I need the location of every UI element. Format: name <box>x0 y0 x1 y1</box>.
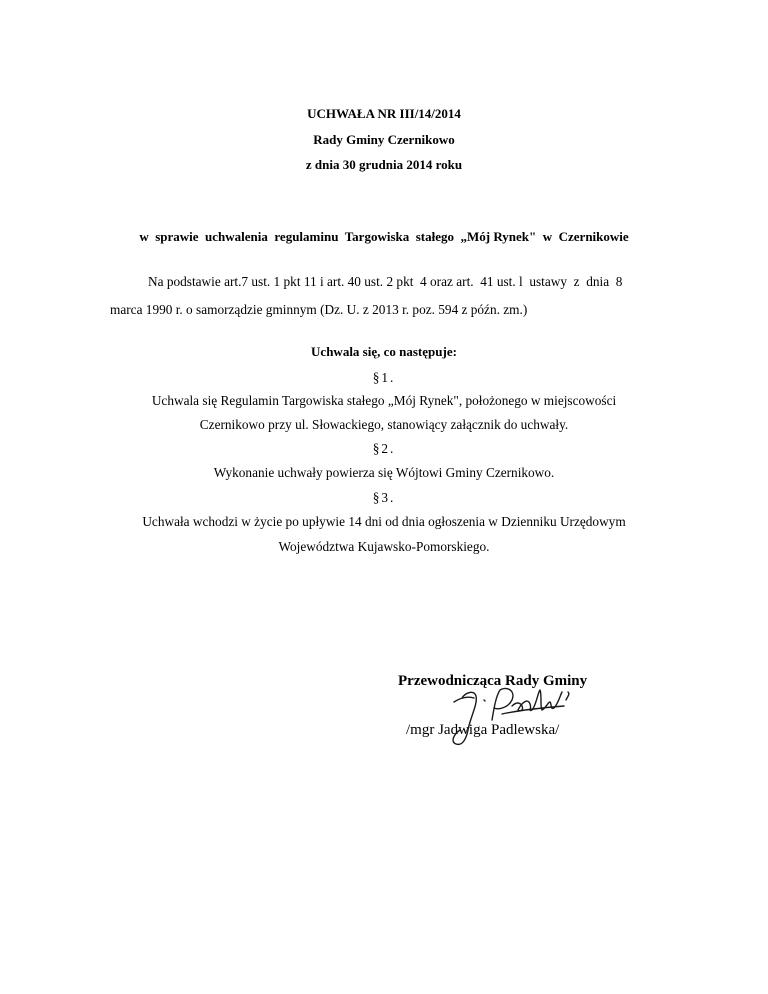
resolution-title: UCHWAŁA NR III/14/2014 <box>307 106 461 121</box>
resolution-date: z dnia 30 grudnia 2014 roku <box>305 157 463 172</box>
section-3-text-line-1: Uchwała wchodzi w życie po upływie 14 dni od dnia ogłoszenia w Dzienniku Urzędowym <box>142 514 626 529</box>
section-1-text-line-2: Czernikowo przy ul. Słowackiego, stanowiący załącznik do uchwały. <box>199 417 569 432</box>
legal-basis-line-2: marca 1990 r. o samorządzie gminnym (Dz. U. z 2013 r. poz. 594 z późn. zm.) <box>110 302 528 317</box>
resolution-subject: w sprawie uchwalenia regulaminu Targowiska stałego „Mój Rynek" w Czernikowie <box>139 229 629 244</box>
handwritten-signature-icon <box>440 680 580 750</box>
section-2-text-line-1: Wykonanie uchwały powierza się Wójtowi Gminy Czernikowo. <box>213 465 555 480</box>
resolution-issuer: Rady Gminy Czernikowo <box>313 132 455 147</box>
resolves-heading: Uchwala się, co następuje: <box>311 344 457 359</box>
section-1-text-line-1: Uchwala się Regulamin Targowiska stałego „Mój Rynek", położonego w miejscowości <box>151 393 617 408</box>
section-3-text-line-2: Województwa Kujawsko-Pomorskiego. <box>278 539 490 554</box>
legal-basis-line-1: Na podstawie art.7 ust. 1 pkt 11 i art. 40 ust. 2 pkt 4 oraz art. 41 ust. l ustawy z dnia 8 <box>148 274 623 289</box>
signatory-name: /mgr Jadwiga Padlewska/ <box>406 722 560 738</box>
section-1-mark: §1. <box>372 370 396 385</box>
section-2-mark: §2. <box>372 441 396 456</box>
section-3-mark: §3. <box>372 490 396 505</box>
signatory-title: Przewodnicząca Rady Gminy <box>398 673 588 689</box>
